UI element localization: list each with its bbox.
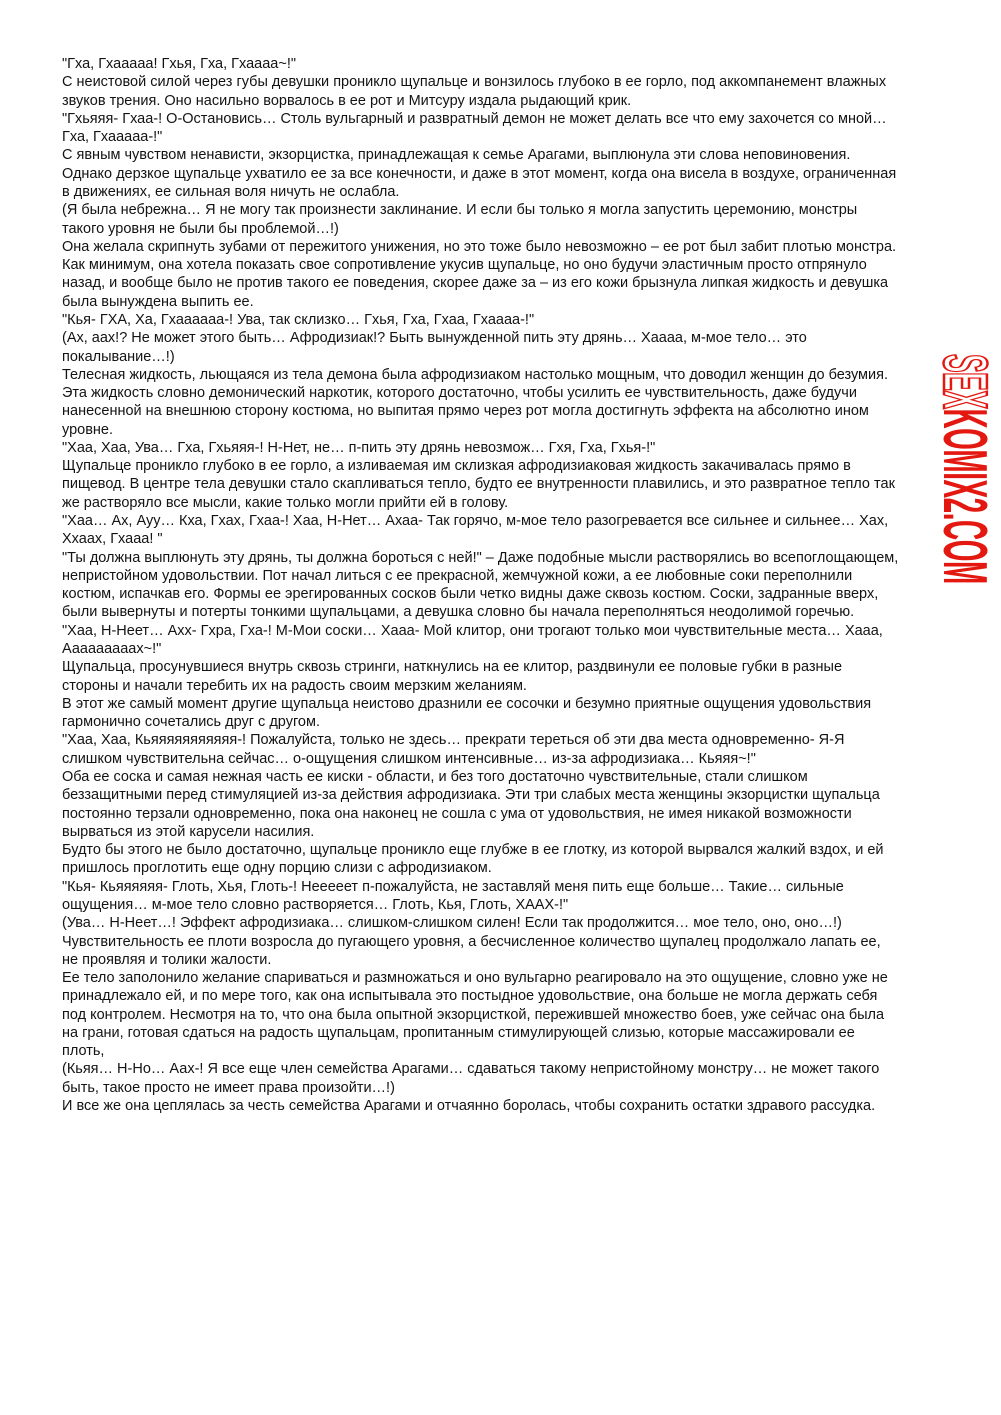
text-line: плоть, [62,1043,105,1060]
text-line: "Хаа… Ах, Ауу… Кха, Гхах, Гхаа-! Хаа, Н-Нет… Ахаа- Так горячо, м-мое тело разогревается все сильнее и сильнее… Хах, [62,513,889,530]
text-line: С явным чувством ненависти, экзорцистка, принадлежащая к семье Арагами, выплюнула эти слова неповиновения. [62,147,851,164]
text-line: Она желала скрипнуть зубами от пережитого унижения, но это тоже было невозможно – ее рот был забит плотью монстра. [62,238,897,255]
text-line: "Гха, Гхааааа! Гхья, Гха, Гхаааа~!" [62,56,296,72]
text-line: постоянно терзали одновременно, пока она наконец не сошла с ума от удовольствия, не имея никакой возможности [62,805,852,822]
text-line: С неистовой силой через губы девушки проникло щупальце и вонзилось глубоко в ее горло, под аккомпанемент влажных [62,74,887,91]
text-line: костюм, испачкав его. Формы ее эрегированных сосков были четко видны даже сквозь костюм. Соски, задранные вверх, [62,586,879,603]
text-line: (Кьяя… Н-Но… Аах-! Я все еще член семейства Арагами… сдаваться такому непристойному монстру… не может такого [62,1061,880,1078]
text-line: пришлось проглотить еще одну порцию слизи с афродизиаком. [62,860,492,877]
text-line: в движениях, ее сильная воля ничуть не ослабла. [62,183,400,200]
text-line: "Гхьяяя- Гхаа-! О-Остановись… Столь вульгарный и развратный демон не может делать все что ему захочется со мной… [62,110,887,127]
text-line: вырваться из этой карусели насилия. [62,823,315,840]
text-line: Щупальце проникло глубоко в ее горло, а изливаемая им склизкая афродизиаковая жидкость закачивалась прямо в [62,458,851,475]
text-line: Телесная жидкость, льющаяся из тела демона была афродизиаком настолько мощным, что доводил женщин до безумия. [62,366,888,383]
text-line: была вынуждена выпить ее. [62,293,254,310]
text-line: "Кья- Кьяяяяяя- Глоть, Хья, Глоть-! Нееееет п-пожалуйста, не заставляй меня пить еще больше… Такие… сильные [62,878,844,895]
text-line: нанесенной на внешнюю сторону костюма, но выпитая прямо через рот могла достигнуть эффекта на абсолютно ином [62,403,869,420]
text-line: Ааааааааах~!" [62,641,162,657]
text-line: (Ува… Н-Неет…! Эффект афродизиака… слишком-слишком силен! Если так продолжится… мое тело, оно, оно…!) [62,915,842,932]
text-line: "Хаа, Хаа, Кьяяяяяяяяяяя-! Пожалуйста, только не здесь… прекрати тереться об эти два места одновременно- Я-Я [62,732,845,749]
watermark-outline-text: SEX [930,354,999,409]
text-line: (Ах, аах!? Не может этого быть… Афродизиак!? Быть вынужденной пить эту дрянь… Хаааа, м-мое тело… это [62,330,807,347]
text-line: Будто бы этого не было достаточно, щупальце проникло еще глубже в ее глотку, из которой вырвался жалкий вздох, и ей [62,842,884,859]
text-line: "Хаа, Н-Неет… Ахх- Гхра, Гха-! М-Мои соски… Хааа- Мой клитор, они трогают только мои чувствительные места… Хааа, [62,622,883,639]
text-line: Эта жидкость словно демонический наркотик, которого достаточно, чтобы усилить ее чувствительность, даже будучи [62,385,857,402]
text-line: Оба ее соска и самая нежная часть ее киски - области, и без того достаточно чувствительные, стали слишком [62,768,808,785]
text-line: назад, и вообще было не против такого ее поведения, скорее даже за – из его кожи брызнула липкая жидкость и девушка [62,275,889,292]
text-line: Ххаах, Гхааа! " [62,531,163,548]
text-line: ощущения… м-мое тело словно растворяется… Глоть, Кья, Глоть, ХААХ-!" [62,896,569,913]
text-line: покалывание…!) [62,348,175,365]
text-line: на грани, готовая сдаться на радость щупальцам, пропитанным стимулирующей слизью, которые массажировали ее [62,1024,855,1041]
watermark-text [930,354,999,584]
text-line: принадлежало ей, и по мере того, как она испытывала это постыдное удовольствие, она больше не могла держать себя [62,988,878,1005]
text-line: звуков трения. Оно насильно ворвалось в ее рот и Митсуру издала рыдающий крик. [62,92,632,109]
text-line: быть, такое просто не имеет права произойти…!) [62,1079,395,1096]
text-line: Ее тело заполонило желание спариваться и размножаться и оно вульгарно реагировало на это ощущение, словно уже не [62,970,888,987]
text-line: Гха, Гхааааа-!" [62,129,163,146]
text-line: беззащитными перед стимуляцией из-за действия афродизиака. Эти три слабых места женщины экзорцистки щупальца [62,787,880,804]
text-line: гармонично сочетались друг с другом. [62,714,320,731]
text-line: непристойном удовольствии. Пот начал литься с ее прекрасной, жемчужной кожи, а ее любовные соки переполнили [62,567,853,584]
text-line: Однако дерзкое щупальце ухватило ее за все конечности, и даже в этот момент, когда она висела в воздухе, ограниченная [62,165,897,182]
text-line: уровне. [62,421,114,438]
text-line: Как минимум, она хотела показать свое сопротивление укусив щупальце, но оно будучи эластичным просто отпрянуло [62,257,867,274]
text-line: "Хаа, Хаа, Ува… Гха, Гхьяяя-! Н-Нет, не… п-пить эту дрянь невозмож… Гхя, Гха, Гхья-!" [62,439,656,456]
text-line: Чувствительность ее плоти возросла до пугающего уровня, а бесчисленное количество щупалец продолжало лапать ее, [62,933,881,950]
text-line: стороны и начали теребить их на радость своим мерзким желаниям. [62,677,527,694]
text-line: пищевод. В центре тела девушки стало скапливаться тепло, будто ее внутренности плавились, и это развратное тепло так [62,476,895,493]
text-line: не проявляя и толики жалости. [62,951,272,968]
text-line: (Я была небрежна… Я не могу так произнести заклинание. И если бы только я могла запустить церемонию, монстры [62,202,858,219]
text-line: И все же она цеплялась за честь семейства Арагами и отчаянно боролась, чтобы сохранить остатки здравого рассудка. [62,1098,876,1115]
text-line: "Кья- ГХА, Ха, Гхаааааа-! Ува, так склизко… Гхья, Гха, Гхаа, Гхаааа-!" [62,311,535,328]
text-line: были вывернуты и потерты тонкими щупальцами, а девушка словно бы начала переполняться неодолимой горечью. [62,604,855,621]
story-text [62,55,940,1115]
text-line: В этот же самый момент другие щупальца неистово дразнили ее сосочки и безумно приятные ощущения удовольствия [62,695,872,712]
text-line: слишком чувствительна сейчас… о-ощущения слишком интенсивные… из-за афродизиака… Кьяяя~!" [62,750,756,767]
text-line: же растворяло все мысли, какие только могли прийти ей в голову. [62,494,509,511]
text-line: "Ты должна выплюнуть эту дрянь, ты должна бороться с ней!" – Даже подобные мысли растворялись во всепоглощающем, [62,549,899,566]
watermark-solid-text: KOMIX2.COM [930,408,999,584]
text-line: Щупальца, просунувшиеся внутрь сквозь стринги, наткнулись на ее клитор, раздвинули ее половые губки в разные [62,659,843,676]
text-line: такого уровня не были бы проблемой…!) [62,220,339,237]
text-line: под контролем. Несмотря на то, что она была опытной экзорцисткой, пережившей множество боев, уже сейчас она была [62,1006,885,1023]
